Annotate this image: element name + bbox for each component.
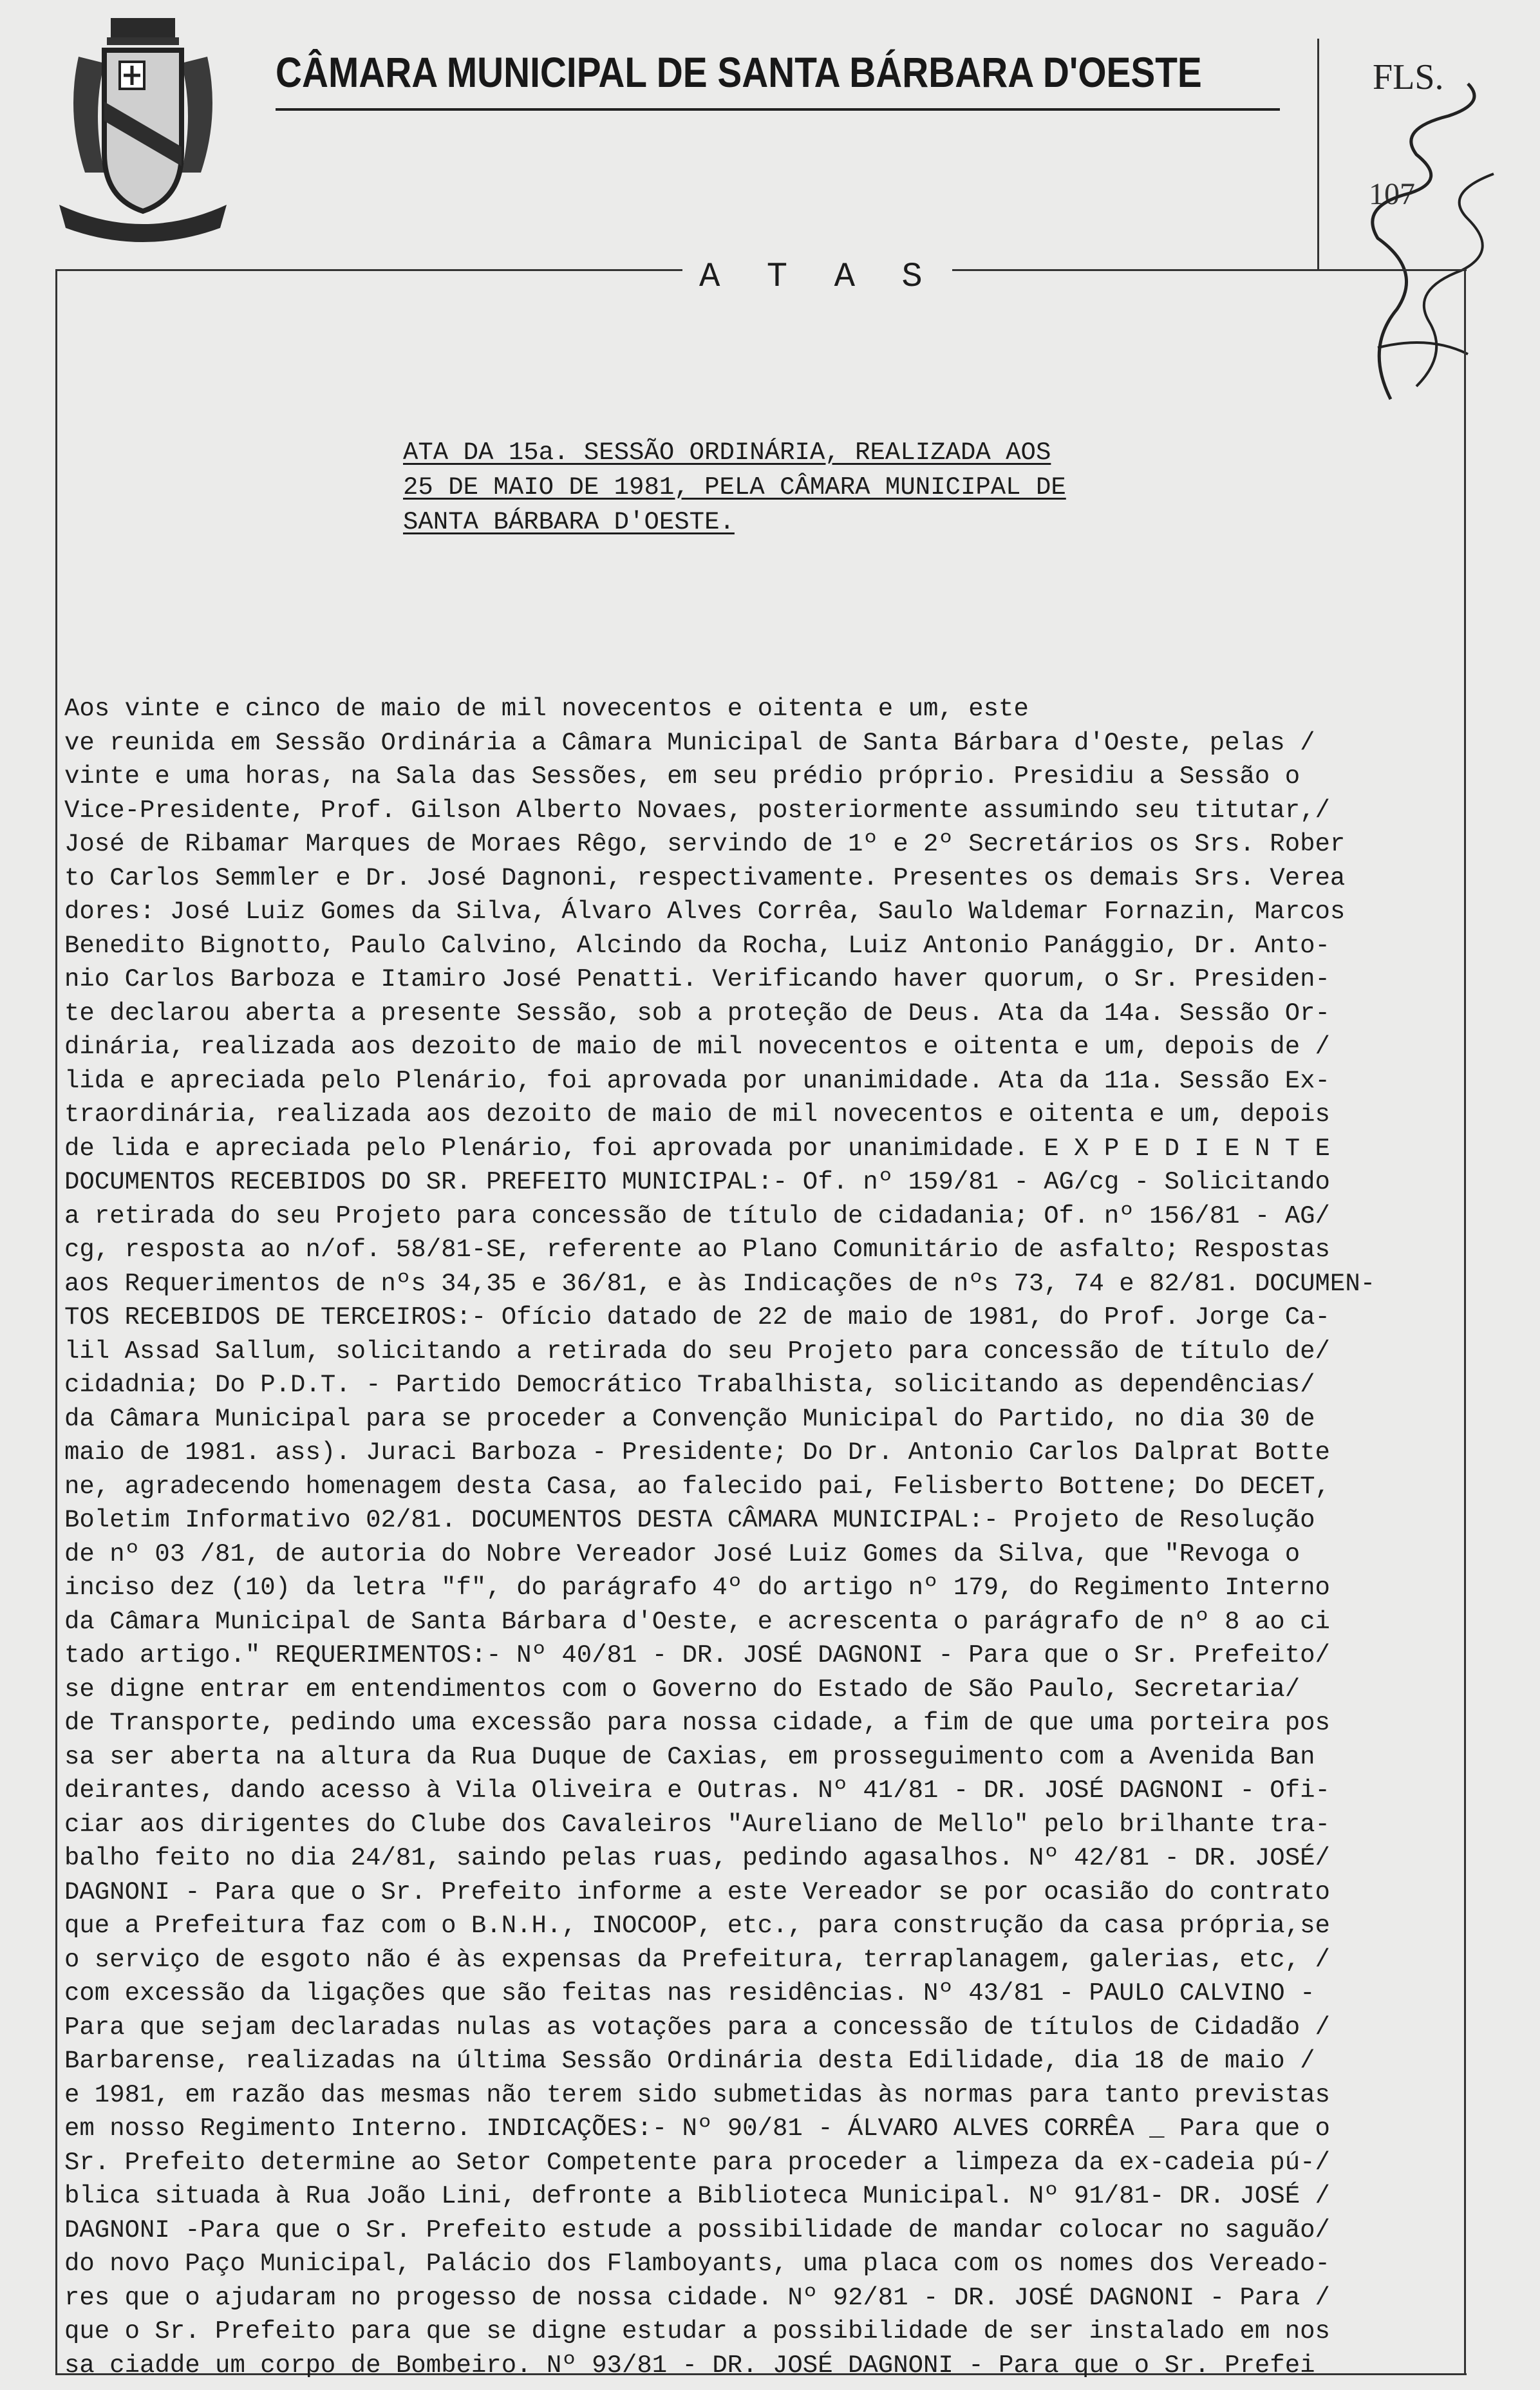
session-heading-line: ATA DA 15a. SESSÃO ORDINÁRIA, REALIZADA AOS <box>403 438 1051 467</box>
body-line: e 1981, em razão das mesmas não terem sido submetidas às normas para tanto previstas <box>64 2080 1330 2109</box>
body-line: Boletim Informativo 02/81. DOCUMENTOS DESTA CÂMARA MUNICIPAL:- Projeto de Resolução <box>64 1506 1315 1534</box>
body-line: TOS RECEBIDOS DE TERCEIROS:- Ofício datado de 22 de maio de 1981, do Prof. Jorge Ca- <box>64 1303 1330 1331</box>
body-line: DAGNONI - Para que o Sr. Prefeito informe a este Vereador se por ocasião do contrato <box>64 1877 1330 1906</box>
body-line: de lida e apreciada pelo Plenário, foi aprovada por unanimidade. E X P E D I E N T E <box>64 1134 1330 1163</box>
body-line: com excessão da ligações que são feitas nas residências. Nº 43/81 - PAULO CALVINO - <box>64 1979 1315 2008</box>
body-line: do novo Paço Municipal, Palácio dos Flamboyants, uma placa com os nomes dos Vereado- <box>64 2250 1330 2278</box>
institution-name: CÂMARA MUNICIPAL DE SANTA BÁRBARA D'OESTE <box>276 48 1202 96</box>
body-line: sa ciadde um corpo de Bombeiro. Nº 93/81 - DR. JOSÉ DAGNONI - Para que o Sr. Prefei <box>64 2351 1315 2380</box>
handwritten-signature <box>1339 77 1532 412</box>
minutes-body <box>64 692 1455 2382</box>
body-line: to Carlos Semmler e Dr. José Dagnoni, respectivamente. Presentes os demais Srs. Verea <box>64 863 1346 892</box>
municipal-crest-icon <box>40 12 246 250</box>
body-line: Sr. Prefeito determine ao Setor Competente para proceder a limpeza da ex-cadeia pú-/ <box>64 2148 1330 2177</box>
body-line: dinária, realizada aos dezoito de maio de mil novecentos e oitenta e um, depois de / <box>64 1033 1330 1061</box>
session-heading-line: SANTA BÁRBARA D'OESTE. <box>403 508 735 536</box>
body-line: que o Sr. Prefeito para que se digne estudar a possibilidade de ser instalado em nos <box>64 2317 1330 2346</box>
body-line: deirantes, dando acesso à Vila Oliveira e Outras. Nº 41/81 - DR. JOSÉ DAGNONI - Ofi- <box>64 1776 1330 1805</box>
body-line: ve reunida em Sessão Ordinária a Câmara Municipal de Santa Bárbara d'Oeste, pelas / <box>64 728 1315 757</box>
body-line: res que o ajudaram no progesso de nossa cidade. Nº 92/81 - DR. JOSÉ DAGNONI - Para / <box>64 2283 1330 2312</box>
body-line: da Câmara Municipal de Santa Bárbara d'Oeste, e acrescenta o parágrafo de nº 8 ao ci <box>64 1607 1330 1636</box>
body-line: DOCUMENTOS RECEBIDOS DO SR. PREFEITO MUNICIPAL:- Of. nº 159/81 - AG/cg - Solicitando <box>64 1168 1330 1196</box>
body-line: Barbarense, realizadas na última Sessão Ordinária desta Edilidade, dia 18 de maio / <box>64 2047 1315 2075</box>
body-line: inciso dez (10) da letra "f", do parágrafo 4º do artigo nº 179, do Regimento Interno <box>64 1574 1330 1602</box>
body-line: dores: José Luiz Gomes da Silva, Álvaro Alves Corrêa, Saulo Waldemar Fornazin, Marcos <box>64 898 1346 926</box>
body-line: vinte e uma horas, na Sala das Sessões, em seu prédio próprio. Presidiu a Sessão o <box>64 762 1301 791</box>
folio-divider <box>1317 39 1319 270</box>
body-line: Benedito Bignotto, Paulo Calvino, Alcindo da Rocha, Luiz Antonio Panággio, Dr. Anto- <box>64 931 1330 960</box>
body-line: nio Carlos Barboza e Itamiro José Penatti. Verificando haver quorum, o Sr. Presiden- <box>64 965 1330 993</box>
frame-left-border <box>55 269 57 2375</box>
body-line: ne, agradecendo homenagem desta Casa, ao falecido pai, Felisberto Bottene; Do DECET, <box>64 1472 1330 1501</box>
body-line: cidadnia; Do P.D.T. - Partido Democrático Trabalhista, solicitando as dependências/ <box>64 1371 1315 1399</box>
body-line: a retirada do seu Projeto para concessão de título de cidadania; Of. nº 156/81 - AG/ <box>64 1201 1330 1230</box>
section-title: A T A S <box>682 258 952 297</box>
body-line: traordinária, realizada aos dezoito de maio de mil novecentos e oitenta e um, depois <box>64 1100 1330 1129</box>
body-line: Vice-Presidente, Prof. Gilson Alberto Novaes, posteriormente assumindo seu titutar,/ <box>64 796 1330 825</box>
body-line: de nº 03 /81, de autoria do Nobre Vereador José Luiz Gomes da Silva, que "Revoga o <box>64 1539 1301 1568</box>
body-line: lida e apreciada pelo Plenário, foi aprovada por unanimidade. Ata da 11a. Sessão Ex- <box>64 1066 1330 1095</box>
body-line: o serviço de esgoto não é às expensas da Prefeitura, terraplanagem, galerias, etc, / <box>64 1945 1330 1974</box>
body-line: blica situada à Rua João Lini, defronte a Biblioteca Municipal. Nº 91/81- DR. JOSÉ / <box>64 2182 1330 2210</box>
body-line: Para que sejam declaradas nulas as votações para a concessão de títulos de Cidadão / <box>64 2013 1330 2042</box>
body-line: lil Assad Sallum, solicitando a retirada do seu Projeto para concessão de título de/ <box>64 1337 1330 1366</box>
body-line: Aos vinte e cinco de maio de mil novecentos e oitenta e um, este <box>64 695 1029 723</box>
frame-right-border <box>1464 269 1466 2375</box>
header-rule <box>276 108 1280 111</box>
folio-label: FLS. <box>1373 57 1444 97</box>
body-line: maio de 1981. ass). Juraci Barboza - Presidente; Do Dr. Antonio Carlos Dalprat Botte <box>64 1438 1330 1467</box>
body-line: DAGNONI -Para que o Sr. Prefeito estude a possibilidade de mandar colocar no saguão/ <box>64 2216 1330 2244</box>
body-line: balho feito no dia 24/81, saindo pelas ruas, pedindo agasalhos. Nº 42/81 - DR. JOSÉ/ <box>64 1844 1330 1872</box>
body-line: sa ser aberta na altura da Rua Duque de Caxias, em prosseguimento com a Avenida Ban <box>64 1742 1315 1771</box>
body-line: da Câmara Municipal para se proceder a Convenção Municipal do Partido, no dia 30 de <box>64 1404 1315 1433</box>
folio-number: 107 <box>1369 177 1415 211</box>
body-line: se digne entrar em entendimentos com o Governo do Estado de São Paulo, Secretaria/ <box>64 1675 1301 1704</box>
body-line: aos Requerimentos de nºs 34,35 e 36/81, e às Indicações de nºs 73, 74 e 82/81. DOCUMEN- <box>64 1269 1376 1298</box>
body-line: de Transporte, pedindo uma excessão para nossa cidade, a fim de que uma porteira pos <box>64 1709 1330 1737</box>
body-line: em nosso Regimento Interno. INDICAÇÕES:- Nº 90/81 - ÁLVARO ALVES CORRÊA _ Para que o <box>64 2114 1330 2143</box>
body-line: ciar aos dirigentes do Clube dos Cavaleiros "Aureliano de Mello" pelo brilhante tra- <box>64 1810 1330 1839</box>
body-line: cg, resposta ao n/of. 58/81-SE, referente ao Plano Comunitário de asfalto; Respostas <box>64 1236 1330 1264</box>
body-line: tado artigo." REQUERIMENTOS:- Nº 40/81 - DR. JOSÉ DAGNONI - Para que o Sr. Prefeito/ <box>64 1641 1330 1670</box>
body-line: te declarou aberta a presente Sessão, sob a proteção de Deus. Ata da 14a. Sessão Or- <box>64 999 1330 1028</box>
session-heading <box>403 435 1156 540</box>
body-line: José de Ribamar Marques de Moraes Rêgo, servindo de 1º e 2º Secretários os Srs. Rober <box>64 830 1346 858</box>
body-line: que a Prefeitura faz com o B.N.H., INOCOOP, etc., para construção da casa própria,se <box>64 1912 1330 1940</box>
session-heading-line: 25 DE MAIO DE 1981, PELA CÂMARA MUNICIPAL DE <box>403 473 1066 502</box>
